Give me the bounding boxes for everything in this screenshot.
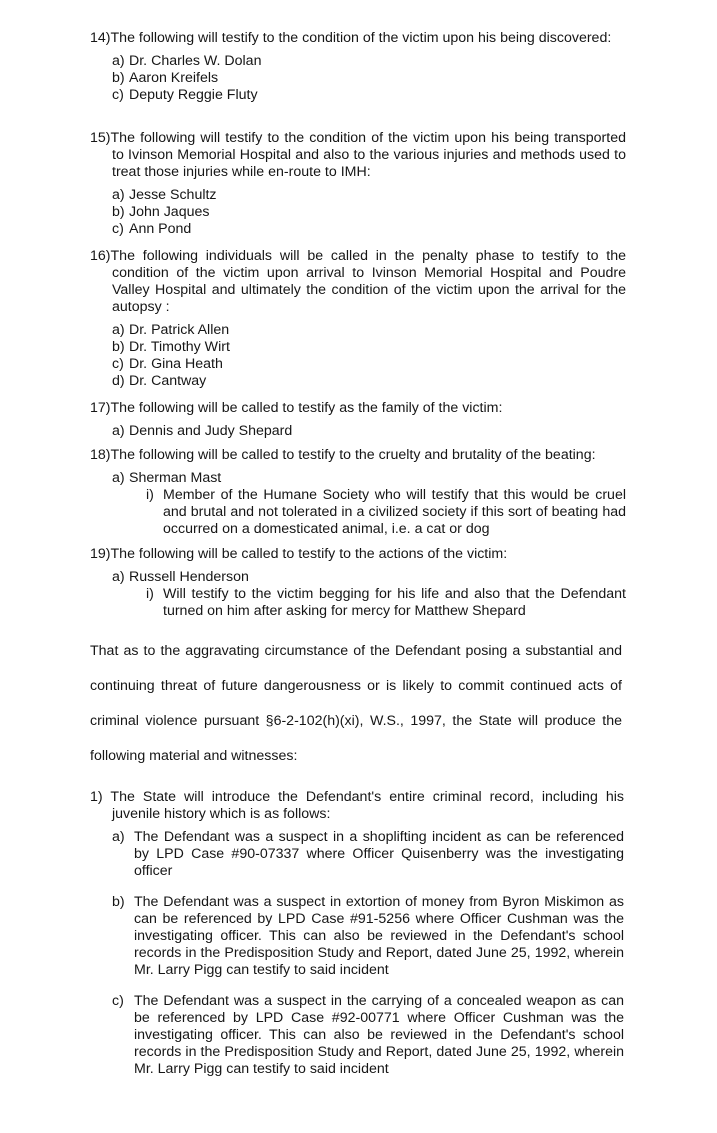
witness-list bbox=[112, 569, 626, 620]
list-item: a) Sherman Mast i) Member of the Humane Society who will testify that this would be cruel and brutal and not tolerated in a civilized society if this sort of beating had occurred on a domesticated animal, i.e. a cat or dog bbox=[112, 470, 626, 537]
witness-item-17 bbox=[90, 400, 626, 440]
list-item: a) Jesse Schultz bbox=[112, 187, 217, 203]
witness-detail-list bbox=[146, 586, 626, 620]
item-text: The following will be called to testify to the cruelty and brutality of the beating: bbox=[110, 447, 596, 463]
aggravating-circumstance-paragraph: That as to the aggravating circumstance of the Defendant posing a substantial and continuing threat of future dangerousness or is likely to commit continued acts of criminal violence pursuant §6-2-102(h)(xi), W.S., 1997, the State will produce the following material and witnesses: bbox=[90, 643, 622, 764]
witness-list bbox=[112, 53, 626, 104]
witness-item-14 bbox=[90, 30, 626, 104]
witness-item-15 bbox=[90, 130, 626, 238]
item-text: The State will introduce the Defendant's entire criminal record, including his juvenile history which is as follows: bbox=[110, 789, 624, 822]
witness-detail-list bbox=[146, 487, 626, 538]
item-number: 18) bbox=[90, 447, 111, 463]
item-number: 1) bbox=[90, 789, 103, 805]
list-item: c) The Defendant was a suspect in the carrying of a concealed weapon as can be referenced by LPD Case #92-00771 where Officer Cushman was the investigating officer. This can also be reviewed in the Defendant's school records in the Predisposition Study and Report, dated June 25, 1992, wherein Mr. Larry Pigg can testify to said incident bbox=[112, 993, 624, 1077]
witness-detail: i) Member of the Humane Society who will testify that this would be cruel and brutal and not tolerated in a civilized society if this sort of beating had occurred on a domesticated animal, i.e. a cat or dog bbox=[146, 487, 626, 537]
item-number: 15) bbox=[90, 130, 111, 146]
list-item: a) Dennis and Judy Shepard bbox=[112, 423, 293, 439]
item-number: 19) bbox=[90, 546, 111, 562]
list-item: c) Deputy Reggie Fluty bbox=[112, 87, 258, 103]
list-item: a) Dr. Charles W. Dolan bbox=[112, 53, 262, 69]
criminal-record-item-1 bbox=[90, 789, 624, 1092]
list-item: a) The Defendant was a suspect in a shoplifting incident as can be referenced by LPD Case #90-07337 where Officer Quisenberry was the investigating officer bbox=[112, 829, 624, 879]
list-item: b) Aaron Kreifels bbox=[112, 70, 219, 86]
item-text: The following will testify to the condition of the victim upon his being transported to Ivinson Memorial Hospital and also to the various injuries and methods used to treat those injuries while en-route to IMH: bbox=[110, 130, 626, 180]
item-text: The following will testify to the condition of the victim upon his being discovered: bbox=[110, 30, 612, 46]
witness-list bbox=[112, 423, 626, 440]
item-text: The following will be called to testify as the family of the victim: bbox=[110, 400, 503, 416]
witness-list bbox=[112, 470, 626, 538]
list-item: a) Russell Henderson i) Will testify to the victim begging for his life and also that the Defendant turned on him after asking for mercy for Matthew Shepard bbox=[112, 569, 626, 619]
list-item: b) The Defendant was a suspect in extortion of money from Byron Miskimon as can be referenced by LPD Case #91-5256 where Officer Cushman was the investigating officer. This can also be reviewed in the Defendant's school records in the Predisposition Study and Report, dated June 25, 1992, wherein Mr. Larry Pigg can testify to said incident bbox=[112, 894, 624, 978]
list-item: c) Ann Pond bbox=[112, 221, 192, 237]
list-item: b) Dr. Timothy Wirt bbox=[112, 339, 230, 355]
list-item: d) Dr. Cantway bbox=[112, 373, 207, 389]
list-item: a) Dr. Patrick Allen bbox=[112, 322, 230, 338]
list-item: c) Dr. Gina Heath bbox=[112, 356, 223, 372]
item-text: The following individuals will be called in the penalty phase to testify to the condition of the victim upon arrival to Ivinson Memorial Hospital and Poudre Valley Hospital and ultimately the condition of the victim upon the arrival for the autopsy : bbox=[110, 248, 626, 315]
witness-list bbox=[112, 187, 626, 238]
item-text: The following will be called to testify to the actions of the victim: bbox=[110, 546, 508, 562]
criminal-record-list bbox=[112, 829, 624, 1078]
item-number: 14) bbox=[90, 30, 111, 46]
witness-item-16 bbox=[90, 248, 626, 390]
item-number: 16) bbox=[90, 248, 111, 264]
witness-list bbox=[112, 322, 626, 390]
witness-item-18 bbox=[90, 447, 626, 538]
list-item: b) John Jaques bbox=[112, 204, 210, 220]
witness-item-19 bbox=[90, 546, 626, 620]
witness-detail: i) Will testify to the victim begging for his life and also that the Defendant turned on him after asking for mercy for Matthew Shepard bbox=[146, 586, 626, 619]
item-number: 17) bbox=[90, 400, 111, 416]
